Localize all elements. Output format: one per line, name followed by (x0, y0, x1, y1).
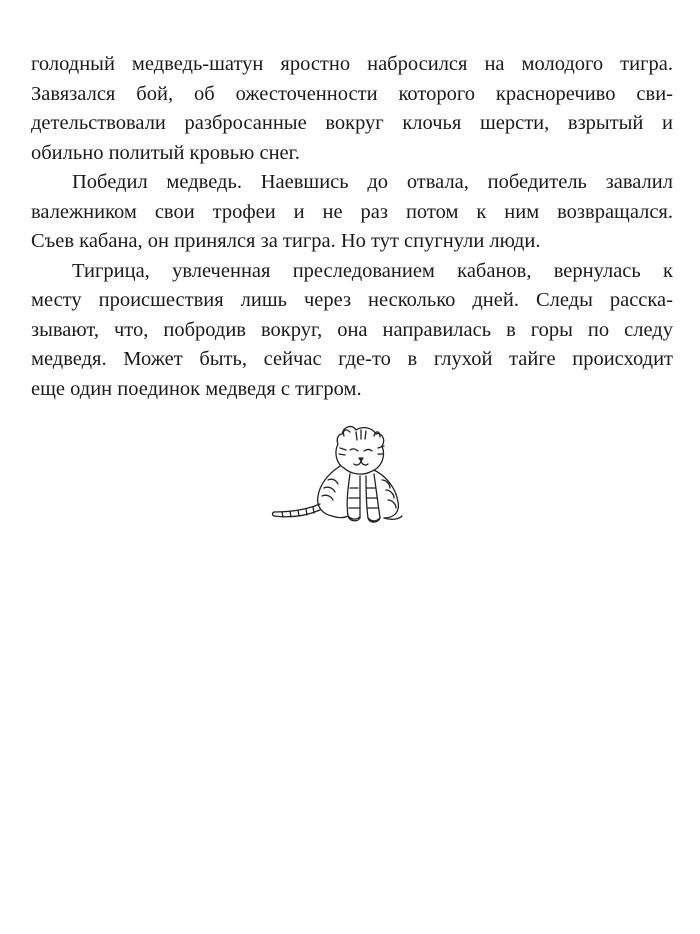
text-line: Победил медведь. Наевшись до отвала, победитель завалил (72, 171, 673, 193)
text-line: детельствовали разбросанные вокруг клочья шерсти, взрытый и (31, 112, 673, 134)
text-line: валежником свои трофеи и не раз потом к ним возвращался. (31, 200, 673, 223)
text-line: еще один поединок медведя с тигром. (31, 377, 362, 400)
tiger-cub-illustration (270, 418, 430, 530)
text-line: голодный медведь-шатун яростно набросился на молодого тигра. (31, 53, 673, 75)
text-line: обильно политый кровью снег. (31, 141, 300, 164)
text-line: зывают, что, побродив вокруг, она направилась в горы по следу (31, 318, 673, 341)
page-text (31, 50, 673, 404)
tiger-cub-icon (270, 418, 430, 530)
text-line: медведя. Может быть, сейчас где-то в глухой тайге происходит (31, 348, 673, 370)
text-line: Съев кабана, он принялся за тигра. Но тут спугнули люди. (31, 230, 541, 252)
paragraph-3 (31, 257, 673, 405)
paragraph-2 (31, 168, 673, 257)
text-line: Тигрица, увлеченная преследованием кабанов, вернулась к (72, 259, 673, 282)
text-line: месту происшествия лишь через несколько дней. Следы расска- (31, 289, 673, 311)
text-line: Завязался бой, об ожесточенности которого красноречиво сви- (31, 82, 673, 105)
paragraph-1 (31, 50, 673, 168)
